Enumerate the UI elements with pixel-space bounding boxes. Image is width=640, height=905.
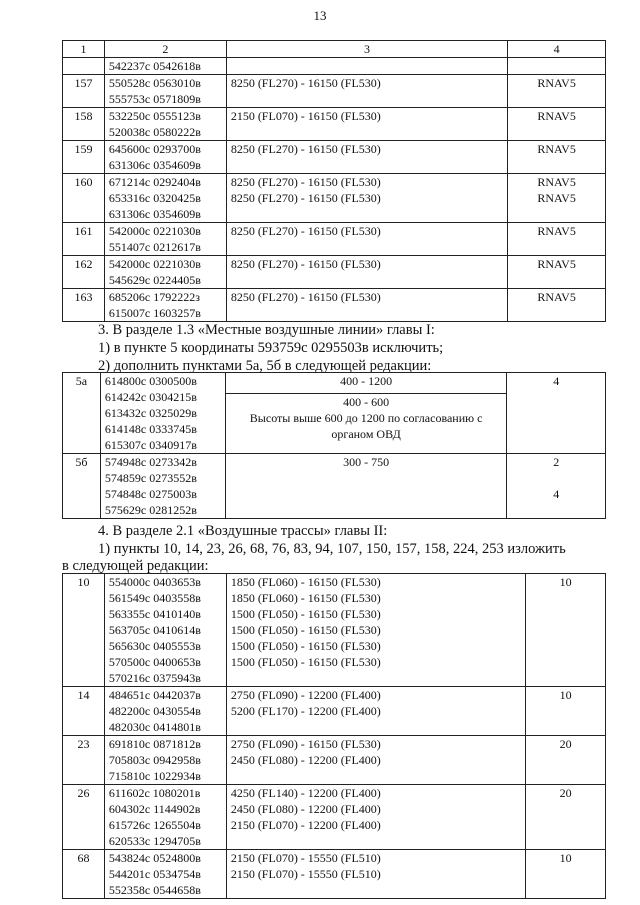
table-row bbox=[63, 454, 606, 519]
items-restate-cont: в следующей редакции: bbox=[62, 558, 209, 574]
table-row bbox=[63, 256, 606, 289]
heights-cell: 300 - 750 bbox=[225, 454, 507, 519]
heights-cell bbox=[226, 785, 525, 850]
heights-cell-line: Высоты выше 600 до 1200 по согласованию с bbox=[249, 410, 483, 425]
heights-cell-line: 8250 (FL270) - 16150 (FL530) bbox=[230, 175, 381, 189]
coordinates-cell-line: 542000с 0221030в bbox=[108, 224, 201, 238]
coordinates-cell-line: 482200с 0430554в bbox=[108, 704, 201, 718]
row-number: 160 bbox=[63, 174, 105, 223]
table-row bbox=[63, 75, 606, 108]
heights-cell-line: 8250 (FL270) - 16150 (FL530) bbox=[230, 191, 381, 205]
heights-cell-line: 2450 (FL080) - 12200 (FL400) bbox=[230, 802, 381, 816]
heights-cell-line: 2150 (FL070) - 15550 (FL510) bbox=[230, 851, 381, 865]
coordinates-cell bbox=[104, 687, 226, 736]
row-number: 157 bbox=[63, 75, 105, 108]
coordinates-cell-line: 671214с 0292404в bbox=[108, 175, 201, 189]
section-heading-1-3: 3. В разделе 1.3 «Местные воздушные линии» главы I: bbox=[98, 322, 435, 338]
heights-cell-line: 400 - 600 bbox=[343, 394, 390, 409]
table-row bbox=[63, 687, 606, 736]
row-number: 10 bbox=[63, 574, 105, 687]
coordinates-cell-line: 611602с 1080201в bbox=[108, 786, 201, 800]
coordinates-cell-line: 552358с 0544658в bbox=[108, 883, 201, 897]
note-cell-line: RNAV5 bbox=[537, 175, 576, 189]
note-cell: 20 bbox=[526, 736, 606, 785]
note-cell bbox=[508, 108, 606, 141]
page-number: 13 bbox=[313, 8, 327, 23]
coordinates-cell-line: 691810с 0871812в bbox=[108, 737, 201, 751]
note-cell-line bbox=[511, 470, 601, 486]
coordinates-cell-line: 685206с 1792222з bbox=[108, 290, 200, 304]
heights-cell-line: 1500 (FL050) - 16150 (FL530) bbox=[230, 639, 381, 653]
heights-cell-line: 1850 (FL060) - 16150 (FL530) bbox=[230, 575, 381, 589]
table-row bbox=[63, 785, 606, 850]
row-number: 159 bbox=[63, 141, 105, 174]
header-cell: 4 bbox=[508, 41, 606, 58]
note-cell: 10 bbox=[526, 687, 606, 736]
coordinates-cell-line: 555753с 0571809в bbox=[108, 92, 201, 106]
table-row bbox=[63, 850, 606, 899]
header-cell: 3 bbox=[226, 41, 507, 58]
coordinates-cell-line: 613432с 0325029в bbox=[104, 406, 197, 420]
heights-cell bbox=[226, 141, 507, 174]
row-number: 161 bbox=[63, 223, 105, 256]
table-row bbox=[63, 223, 606, 256]
section-heading-2-1: 4. В разделе 2.1 «Воздушные трассы» главы II: bbox=[98, 523, 388, 539]
coordinates-cell-line: 614148с 0333745в bbox=[104, 422, 197, 436]
heights-cell bbox=[226, 850, 525, 899]
note-cell-line: RNAV5 bbox=[537, 224, 576, 238]
coordinates-cell-line: 574948с 0273342в bbox=[104, 455, 197, 469]
heights-cell bbox=[226, 687, 525, 736]
item-2-add: 2) дополнить пунктами 5а, 5б в следующей редакции: bbox=[98, 358, 432, 374]
heights-cell bbox=[226, 289, 507, 322]
row-number: 162 bbox=[63, 256, 105, 289]
note-cell-line: RNAV5 bbox=[537, 142, 576, 156]
heights-cell bbox=[225, 393, 507, 453]
row-number: 158 bbox=[63, 108, 105, 141]
coordinates-cell-line: 563355с 0410140в bbox=[108, 607, 201, 621]
heights-cell bbox=[226, 223, 507, 256]
coordinates-cell bbox=[104, 256, 226, 289]
coordinates-cell-line: 570216с 0375943в bbox=[108, 671, 201, 685]
coordinates-cell bbox=[104, 141, 226, 174]
note-cell-line: RNAV5 bbox=[537, 257, 576, 271]
note-cell bbox=[508, 289, 606, 322]
coordinates-cell-line: 554000с 0403653в bbox=[108, 575, 201, 589]
coordinates-cell-line: 574848с 0275003в bbox=[104, 487, 197, 501]
item-1-exclude: 1) в пункте 5 координаты 593759с 0295503в исключить; bbox=[98, 340, 444, 356]
coordinates-cell-line: 570500с 0400653в bbox=[108, 655, 201, 669]
heights-cell-line: 1500 (FL050) - 16150 (FL530) bbox=[230, 655, 381, 669]
coordinates-cell-line: 715810с 1022934в bbox=[108, 769, 201, 783]
coordinates-cell-line: 551407с 0212617в bbox=[108, 240, 201, 254]
coordinates-cell-line: 653316с 0320425в bbox=[108, 191, 201, 205]
note-cell-line: 4 bbox=[553, 487, 560, 501]
note-cell-line: 2 bbox=[553, 455, 560, 469]
heights-cell-line: 2450 (FL080) - 12200 (FL400) bbox=[230, 753, 381, 767]
heights-cell bbox=[226, 736, 525, 785]
coordinates-cell-line: 550528с 0563010в bbox=[108, 76, 201, 90]
coordinates-cell bbox=[104, 785, 226, 850]
heights-cell bbox=[226, 256, 507, 289]
note-cell-line: RNAV5 bbox=[537, 109, 576, 123]
heights-cell-line: 8250 (FL270) - 16150 (FL530) bbox=[230, 224, 381, 238]
coordinates-cell-line: 614800с 0300500в bbox=[104, 374, 197, 388]
note-cell bbox=[508, 174, 606, 223]
table-row bbox=[63, 289, 606, 322]
coordinates-cell-line: 615726с 1265504в bbox=[108, 818, 201, 832]
row-number: 14 bbox=[63, 687, 105, 736]
coordinates-cell-line: 620533с 1294705в bbox=[108, 834, 201, 848]
heights-cell-line: 2750 (FL090) - 12200 (FL400) bbox=[230, 688, 381, 702]
coordinates-cell-line: 615307с 0340917в bbox=[104, 438, 197, 452]
table-row bbox=[63, 373, 606, 394]
heights-cell-line: 8250 (FL270) - 16150 (FL530) bbox=[230, 142, 381, 156]
heights-cell bbox=[226, 108, 507, 141]
heights-cell-line: 8250 (FL270) - 16150 (FL530) bbox=[230, 290, 381, 304]
coordinates-cell-line: 482030с 0414801в bbox=[108, 720, 201, 734]
note-cell bbox=[508, 58, 606, 75]
row-number bbox=[63, 58, 105, 75]
note-cell bbox=[507, 454, 606, 519]
heights-cell-line: органом ОВД bbox=[331, 426, 401, 441]
coordinates-cell-line: 631306с 0354609в bbox=[108, 158, 201, 172]
row-number: 68 bbox=[63, 850, 105, 899]
coordinates-cell-line: 604302с 1144902в bbox=[108, 802, 201, 816]
heights-cell-line: 1500 (FL050) - 16150 (FL530) bbox=[230, 623, 381, 637]
note-cell: 4 bbox=[507, 373, 606, 454]
coordinates-cell-line: 631306с 0354609в bbox=[108, 207, 201, 221]
table-row bbox=[63, 736, 606, 785]
heights-cell bbox=[226, 574, 525, 687]
row-number: 5а bbox=[63, 373, 101, 454]
note-cell bbox=[508, 256, 606, 289]
airways-table bbox=[62, 573, 606, 899]
coordinates-cell bbox=[104, 108, 226, 141]
table-row bbox=[63, 574, 606, 687]
coordinates-cell-line: 520038с 0580222в bbox=[108, 125, 201, 139]
note-cell: 20 bbox=[526, 785, 606, 850]
heights-cell-line: 2150 (FL070) - 16150 (FL530) bbox=[230, 109, 381, 123]
coordinates-cell-line: 615007с 1603257в bbox=[108, 306, 201, 320]
heights-cell-line bbox=[231, 58, 503, 74]
coordinates-cell-line: 542237с 0542618в bbox=[108, 59, 201, 73]
heights-cell-line: 4250 (FL140) - 12200 (FL400) bbox=[230, 786, 381, 800]
heights-cell bbox=[226, 174, 507, 223]
coordinates-cell-line: 575629с 0281252в bbox=[104, 503, 197, 517]
heights-cell-line: 2750 (FL090) - 16150 (FL530) bbox=[230, 737, 381, 751]
coordinates-cell-line: 574859с 0273552в bbox=[104, 471, 197, 485]
coordinates-cell bbox=[104, 574, 226, 687]
note-cell bbox=[508, 75, 606, 108]
coordinates-cell bbox=[100, 454, 225, 519]
header-cell: 2 bbox=[104, 41, 226, 58]
heights-cell-line: 5200 (FL170) - 12200 (FL400) bbox=[230, 704, 381, 718]
heights-cell-line: 1850 (FL060) - 16150 (FL530) bbox=[230, 591, 381, 605]
heights-cell bbox=[226, 75, 507, 108]
heights-cell-line: 2150 (FL070) - 15550 (FL510) bbox=[230, 867, 381, 881]
coordinates-cell-line: 543824с 0524800в bbox=[108, 851, 201, 865]
note-cell bbox=[508, 223, 606, 256]
heights-cell-line: 8250 (FL270) - 16150 (FL530) bbox=[230, 257, 381, 271]
coordinates-cell bbox=[104, 58, 226, 75]
coordinates-cell bbox=[104, 736, 226, 785]
table-row bbox=[63, 108, 606, 141]
coordinates-cell-line: 561549с 0403558в bbox=[108, 591, 201, 605]
heights-cell bbox=[226, 58, 507, 75]
routes-table-1 bbox=[62, 40, 606, 322]
note-cell-line bbox=[512, 58, 601, 74]
note-cell bbox=[508, 141, 606, 174]
row-number: 5б bbox=[63, 454, 101, 519]
heights-cell-line: 8250 (FL270) - 16150 (FL530) bbox=[230, 76, 381, 90]
coordinates-cell bbox=[104, 223, 226, 256]
heights-cell: 400 - 1200 bbox=[225, 373, 507, 394]
coordinates-cell-line: 532250с 0555123в bbox=[108, 109, 201, 123]
table-row bbox=[63, 141, 606, 174]
coordinates-cell bbox=[104, 289, 226, 322]
table-header-row bbox=[63, 41, 606, 58]
coordinates-cell bbox=[100, 373, 225, 454]
note-cell-line: RNAV5 bbox=[537, 76, 576, 90]
coordinates-cell-line: 705803с 0942958в bbox=[108, 753, 201, 767]
coordinates-cell bbox=[104, 174, 226, 223]
items-restate: 1) пункты 10, 14, 23, 26, 68, 76, 83, 94, 107, 150, 157, 158, 224, 253 изложить bbox=[98, 541, 566, 557]
coordinates-cell-line: 484651с 0442037в bbox=[108, 688, 201, 702]
heights-cell-line: 2150 (FL070) - 12200 (FL400) bbox=[230, 818, 381, 832]
coordinates-cell-line: 565630с 0405553в bbox=[108, 639, 201, 653]
coordinates-cell bbox=[104, 75, 226, 108]
coordinates-cell-line: 542000с 0221030в bbox=[108, 257, 201, 271]
table-row bbox=[63, 58, 606, 75]
coordinates-cell-line: 614242с 0304215в bbox=[104, 390, 197, 404]
coordinates-cell-line: 645600с 0293700в bbox=[108, 142, 201, 156]
heights-cell-line: 1500 (FL050) - 16150 (FL530) bbox=[230, 607, 381, 621]
note-cell-line: RNAV5 bbox=[537, 290, 576, 304]
coordinates-cell-line: 544201с 0534754в bbox=[108, 867, 201, 881]
coordinates-cell bbox=[104, 850, 226, 899]
row-number: 23 bbox=[63, 736, 105, 785]
note-cell: 10 bbox=[526, 574, 606, 687]
row-number: 163 bbox=[63, 289, 105, 322]
table-row bbox=[63, 174, 606, 223]
note-cell: 10 bbox=[526, 850, 606, 899]
local-lines-table bbox=[62, 372, 606, 519]
coordinates-cell-line: 545629с 0224405в bbox=[108, 273, 201, 287]
coordinates-cell-line: 563705с 0410614в bbox=[108, 623, 201, 637]
note-cell-line: RNAV5 bbox=[537, 191, 576, 205]
header-cell: 1 bbox=[63, 41, 105, 58]
row-number: 26 bbox=[63, 785, 105, 850]
